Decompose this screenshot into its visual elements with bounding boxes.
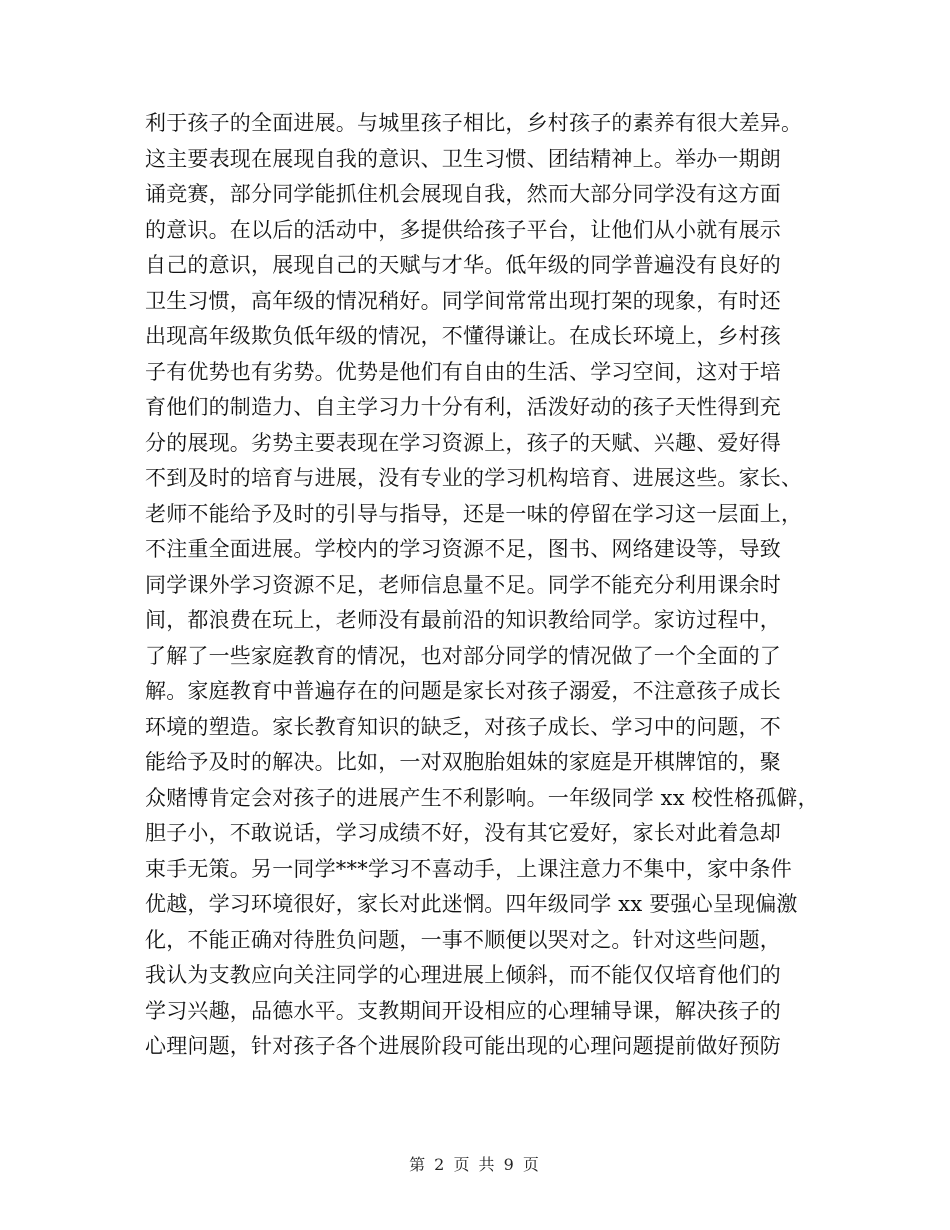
text-line: 胆子小，不敢说话，学习成绩不好，没有其它爱好，家长对此着急却 <box>145 821 781 845</box>
text-line: 分的展现。劣势主要表现在学习资源上，孩子的天赋、兴趣、爱好得 <box>145 430 781 455</box>
body-text <box>145 106 825 1065</box>
text-line: 子有优势也有劣势。优势是他们有自由的生活、学习空间，这对于培 <box>145 359 781 384</box>
text-line: 诵竞赛，部分同学能抓住机会展现自我，然而大部分同学没有这方面 <box>145 182 781 206</box>
text-line: 的意识。在以后的活动中，多提供给孩子平台，让他们从小就有展示 <box>145 217 781 242</box>
text-line: 自己的意识，展现自己的天赋与才华。低年级的同学普遍没有良好的 <box>145 253 781 277</box>
page-number-footer: 第 2 页 共 9 页 <box>409 1155 541 1174</box>
text-line: 不注重全面进展。学校内的学习资源不足，图书、网络建设等，导致 <box>145 537 781 561</box>
text-line: 解。家庭教育中普遍存在的问题是家长对孩子溺爱，不注意孩子成长 <box>145 679 781 703</box>
text-line: 卫生习惯，高年级的情况稍好。同学间常常出现打架的现象，有时还 <box>145 288 781 313</box>
text-line: 育他们的制造力、自主学习力十分有利，活泼好动的孩子天性得到充 <box>145 395 781 419</box>
text-line: 出现高年级欺负低年级的情况，不懂得谦让。在成长环境上，乡村孩 <box>145 324 781 348</box>
text-line: 束手无策。另一同学***学习不喜动手，上课注意力不集中，家中条件 <box>145 856 792 881</box>
text-line: 这主要表现在展现自我的意识、卫生习惯、团结精神上。举办一期朗 <box>145 146 781 171</box>
text-line: 化，不能正确对待胜负问题，一事不顺便以哭对之。针对这些问题， <box>145 927 781 952</box>
text-line: 老师不能给予及时的引导与指导，还是一味的停留在学习这一层面上， <box>145 501 803 526</box>
text-line: 能给予及时的解决。比如，一对双胞胎姐妹的家庭是开棋牌馆的，聚 <box>145 750 781 774</box>
text-line: 众赌博肯定会对孩子的进展产生不利影响。一年级同学 xx 校性格孤僻， <box>145 785 819 810</box>
text-line: 不到及时的培育与进展，没有专业的学习机构培育、进展这些。家长、 <box>145 466 803 490</box>
text-line: 心理问题，针对孩子各个进展阶段可能出现的心理问题提前做好预防 <box>145 1034 781 1058</box>
text-line: 优越，学习环境很好，家长对此迷惘。四年级同学 xx 要强心呈现偏激 <box>145 892 798 916</box>
text-line: 利于孩子的全面进展。与城里孩子相比，乡村孩子的素养有很大差异。 <box>145 111 803 135</box>
text-line: 我认为支教应向关注同学的心理进展上倾斜，而不能仅仅培育他们的 <box>145 963 781 987</box>
text-line: 环境的塑造。家长教育知识的缺乏，对孩子成长、学习中的问题，不 <box>145 714 781 739</box>
text-line: 同学课外学习资源不足，老师信息量不足。同学不能充分利用课余时 <box>145 572 781 597</box>
text-line: 学习兴趣，品德水平。支教期间开设相应的心理辅导课，解决孩子的 <box>145 998 781 1023</box>
text-line: 了解了一些家庭教育的情况，也对部分同学的情况做了一个全面的了 <box>145 643 781 668</box>
text-line: 间，都浪费在玩上，老师没有最前沿的知识教给同学。家访过程中， <box>145 608 781 632</box>
